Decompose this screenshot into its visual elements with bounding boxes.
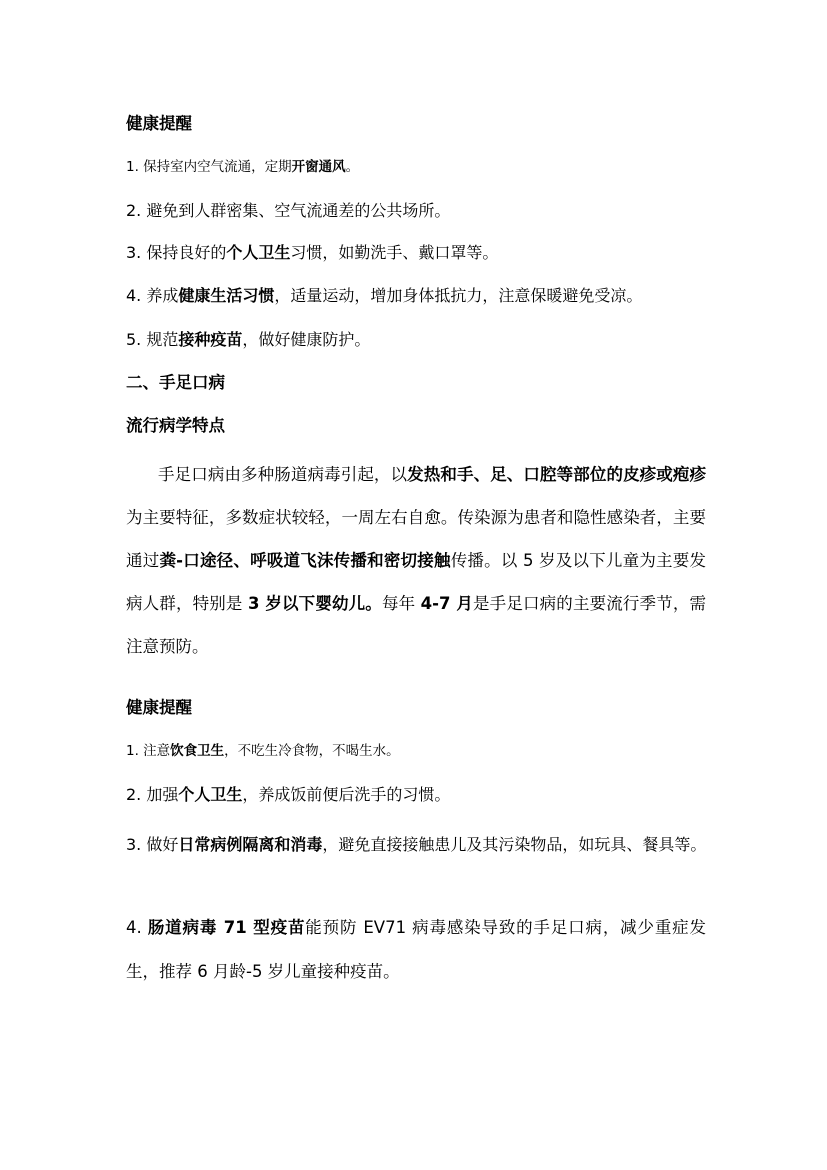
reminder2-item-3 xyxy=(126,823,708,867)
document-page xyxy=(126,0,708,1170)
item-text: 。 xyxy=(345,159,360,175)
item-emphasis: 开窗通风 xyxy=(291,159,346,175)
item-text: ，避免直接接触患儿及其污染物品，如玩具、餐具等。 xyxy=(322,835,707,854)
item-emphasis: 个人卫生 xyxy=(226,243,291,262)
item-text: 2. 避免到人群密集、空气流通差的公共场所。 xyxy=(126,201,451,220)
item-emphasis: 日常病例隔离和消毒 xyxy=(178,835,323,854)
reminder-item-2 xyxy=(126,201,450,221)
reminder2-item-4 xyxy=(126,906,706,994)
item-text: ，养成饭前便后洗手的习惯。 xyxy=(242,785,451,804)
item-text: 4. xyxy=(126,918,148,937)
health-reminder-heading-2: 健康提醒 xyxy=(126,698,192,717)
reminder-item-4 xyxy=(126,286,642,306)
reminder-item-5 xyxy=(126,330,370,350)
reminder2-item-1 xyxy=(126,741,400,761)
section-subtitle: 流行病学特点 xyxy=(126,416,225,435)
item-emphasis: 健康生活习惯 xyxy=(178,286,275,305)
para-emphasis: 4-7 月 xyxy=(420,594,474,613)
item-text: ，做好健康防护。 xyxy=(242,330,371,349)
para-emphasis: 3 岁以下婴幼儿。 xyxy=(247,594,382,613)
item-text: 能预防 EV71 病毒感染导致的手足口病，减少重症发生，推荐 6 月龄-5 岁儿童接种疫苗。 xyxy=(126,918,707,981)
item-text: ，适量运动，增加身体抵抗力，注意保暖避免受凉。 xyxy=(274,286,643,305)
item-text: 1. 保持室内空气流通，定期 xyxy=(126,159,292,175)
item-emphasis: 饮食卫生 xyxy=(170,743,225,759)
item-text: 4. 养成 xyxy=(126,286,179,305)
item-emphasis: 个人卫生 xyxy=(178,785,243,804)
para-text: 为主要特征，多数症状较轻，一周左右自愈。传染源为患者和隐性感染者，主要通过 xyxy=(126,508,706,570)
epidemiology-paragraph xyxy=(126,453,706,668)
item-text: 3. 保持良好的 xyxy=(126,243,227,262)
para-text: 是手足口病的主要流行季节，需注意预防。 xyxy=(126,594,707,656)
health-reminder-heading: 健康提醒 xyxy=(126,114,192,133)
item-text: 2. 加强 xyxy=(126,785,179,804)
section-title: 二、手足口病 xyxy=(126,373,225,392)
reminder-item-3 xyxy=(126,243,498,263)
para-text: 手足口病由多种肠道病毒引起，以 xyxy=(158,465,408,484)
para-emphasis: 发热和手、足、口腔等部位的皮疹或疱疹 xyxy=(407,465,706,484)
item-text: ，不吃生冷食物，不喝生水。 xyxy=(224,743,400,759)
item-text: 5. 规范 xyxy=(126,330,179,349)
item-emphasis: 接种疫苗 xyxy=(178,330,243,349)
item-text: 1. 注意 xyxy=(126,743,171,759)
item-text: 习惯，如勤洗手、戴口罩等。 xyxy=(290,243,499,262)
para-emphasis: 粪-口途径、呼吸道飞沫传播和密切接触 xyxy=(159,551,451,570)
item-emphasis: 肠道病毒 71 型疫苗 xyxy=(147,918,306,937)
para-text: 每年 xyxy=(381,594,421,613)
para-text: 传播。以 5 岁及以下儿童为主要发病人群，特别是 xyxy=(126,551,706,613)
reminder2-item-2 xyxy=(126,785,450,805)
item-text: 3. 做好 xyxy=(126,835,179,854)
reminder-item-1 xyxy=(126,157,359,177)
